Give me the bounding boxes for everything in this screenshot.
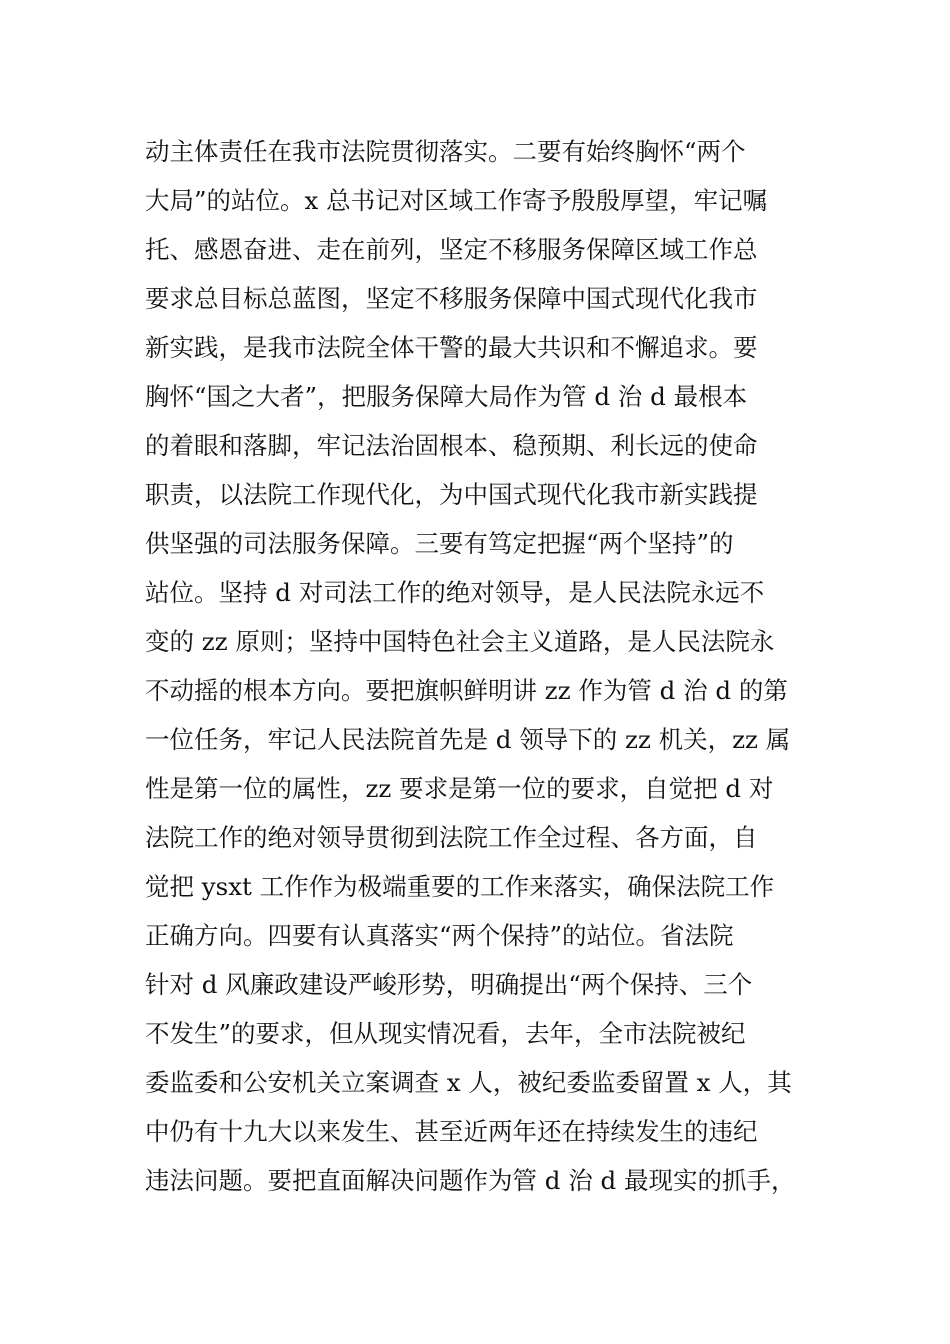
text-line: 站位。坚持 d 对司法工作的绝对领导，是人民法院永远不 [145,578,765,607]
text-line: 正确方向。四要有认真落实“两个保持”的站位。省法院 [145,921,734,950]
text-line: 不发生”的要求，但从现实情况看，去年，全市法院被纪 [145,1019,746,1048]
text-line: 动主体责任在我市法院贯彻落实。二要有始终胸怀“两个 [145,137,746,166]
text-line: 大局”的站位。x 总书记对区域工作寄予殷殷厚望，牢记嘱 [145,186,768,215]
text-line: 觉把 ysxt 工作作为极端重要的工作来落实，确保法院工作 [145,872,775,901]
text-line: 一位任务，牢记人民法院首先是 d 领导下的 zz 机关，zz 属 [145,725,791,754]
text-line: 变的 zz 原则；坚持中国特色社会主义道路，是人民法院永 [145,627,775,656]
text-line: 供坚强的司法服务保障。三要有笃定把握“两个坚持”的 [145,529,734,558]
text-line: 针对 d 风廉政建设严峻形势，明确提出“两个保持、三个 [145,970,753,999]
text-line: 托、感恩奋进、走在前列，坚定不移服务保障区域工作总 [145,235,758,264]
text-line: 中仍有十九大以来发生、甚至近两年还在持续发生的违纪 [145,1117,758,1146]
text-line: 胸怀“国之大者”，把服务保障大局作为管 d 治 d 最根本 [145,382,748,411]
body-text [145,127,825,1205]
text-line: 职责，以法院工作现代化，为中国式现代化我市新实践提 [145,480,758,509]
text-line: 违法问题。要把直面解决问题作为管 d 治 d 最现实的抓手， [145,1166,796,1195]
text-line: 不动摇的根本方向。要把旗帜鲜明讲 zz 作为管 d 治 d 的第 [145,676,788,705]
text-line: 要求总目标总蓝图，坚定不移服务保障中国式现代化我市 [145,284,758,313]
text-line: 新实践，是我市法院全体干警的最大共识和不懈追求。要 [145,333,758,362]
text-line: 性是第一位的属性，zz 要求是第一位的要求，自觉把 d 对 [145,774,774,803]
text-line: 法院工作的绝对领导贯彻到法院工作全过程、各方面，自 [145,823,758,852]
text-line: 的着眼和落脚，牢记法治固根本、稳预期、利长远的使命 [145,431,758,460]
text-line: 委监委和公安机关立案调查 x 人，被纪委监委留置 x 人，其 [145,1068,792,1097]
